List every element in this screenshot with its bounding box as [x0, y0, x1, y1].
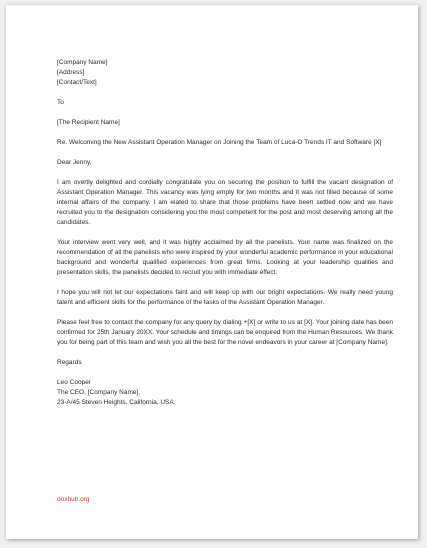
signature-name: Leo Cooper: [57, 379, 91, 386]
salutation: Dear Jenny,: [57, 159, 92, 166]
footer-watermark: doxhub.org: [57, 496, 90, 503]
closing: Regards: [57, 359, 82, 366]
sender-company: [Company Name]: [57, 59, 108, 66]
sender-block: [57, 58, 393, 88]
letter-page: [6, 5, 418, 539]
to-label: To: [57, 99, 64, 106]
paragraph-2: Your interview went very well, and it was highly acclaimed by all the panelists. Your name was finalized on the recommendation of all the panelists who were inspired by your wonderful academic performance in your educational background and wonderful qualified experiences from great firms. Looking at your leadership qualities and presentation skills, the panelists decided to recruit you with immediate effect.: [57, 239, 393, 276]
sender-contact: [Contact/Text]: [57, 79, 97, 86]
recipient-name: [The Recipient Name]: [57, 119, 120, 126]
paragraph-1: I am overtly delighted and cordially congratulate you on securing the position to fulfill the vacant designation of Assistant Operation Manager. This vacancy was lying empty for two months and it was not filled because of some internal affairs of the company. I am elated to share that those problems have been settled now and we have recruited you to the designation considering you the most competent for the post and most deserving among all the candidates.: [57, 179, 393, 226]
paragraph-3: I hope you will not let our expectations faint and will keep up with our bright expectations. We really need young talent and efficient skills for the performance of the tasks of the Assistant Operation Manager.: [57, 289, 393, 306]
subject-line: Re. Welcoming the New Assistant Operation Manager on Joining the Team of Luca-O Trends IT and Software [X]: [57, 139, 382, 146]
paragraph-4: Please feel free to contact the company for any query by dialing +[X] or write to us at [X]. Your joining date has been confirmed for 25th January 20XX. Your schedule and timings can be enquired from the Human Resources. We thank you for being part of this team and wish you all the best for the novel endeavors in your career at [Company Name].: [57, 319, 393, 346]
sender-address: [Address]: [57, 69, 85, 76]
signature-title: The CEO, [Company Name],: [57, 389, 141, 396]
signature-block: [57, 378, 393, 408]
letter-body: [57, 58, 393, 408]
signature-address: 23-A/45 Steven Heights, California, USA.: [57, 399, 176, 406]
